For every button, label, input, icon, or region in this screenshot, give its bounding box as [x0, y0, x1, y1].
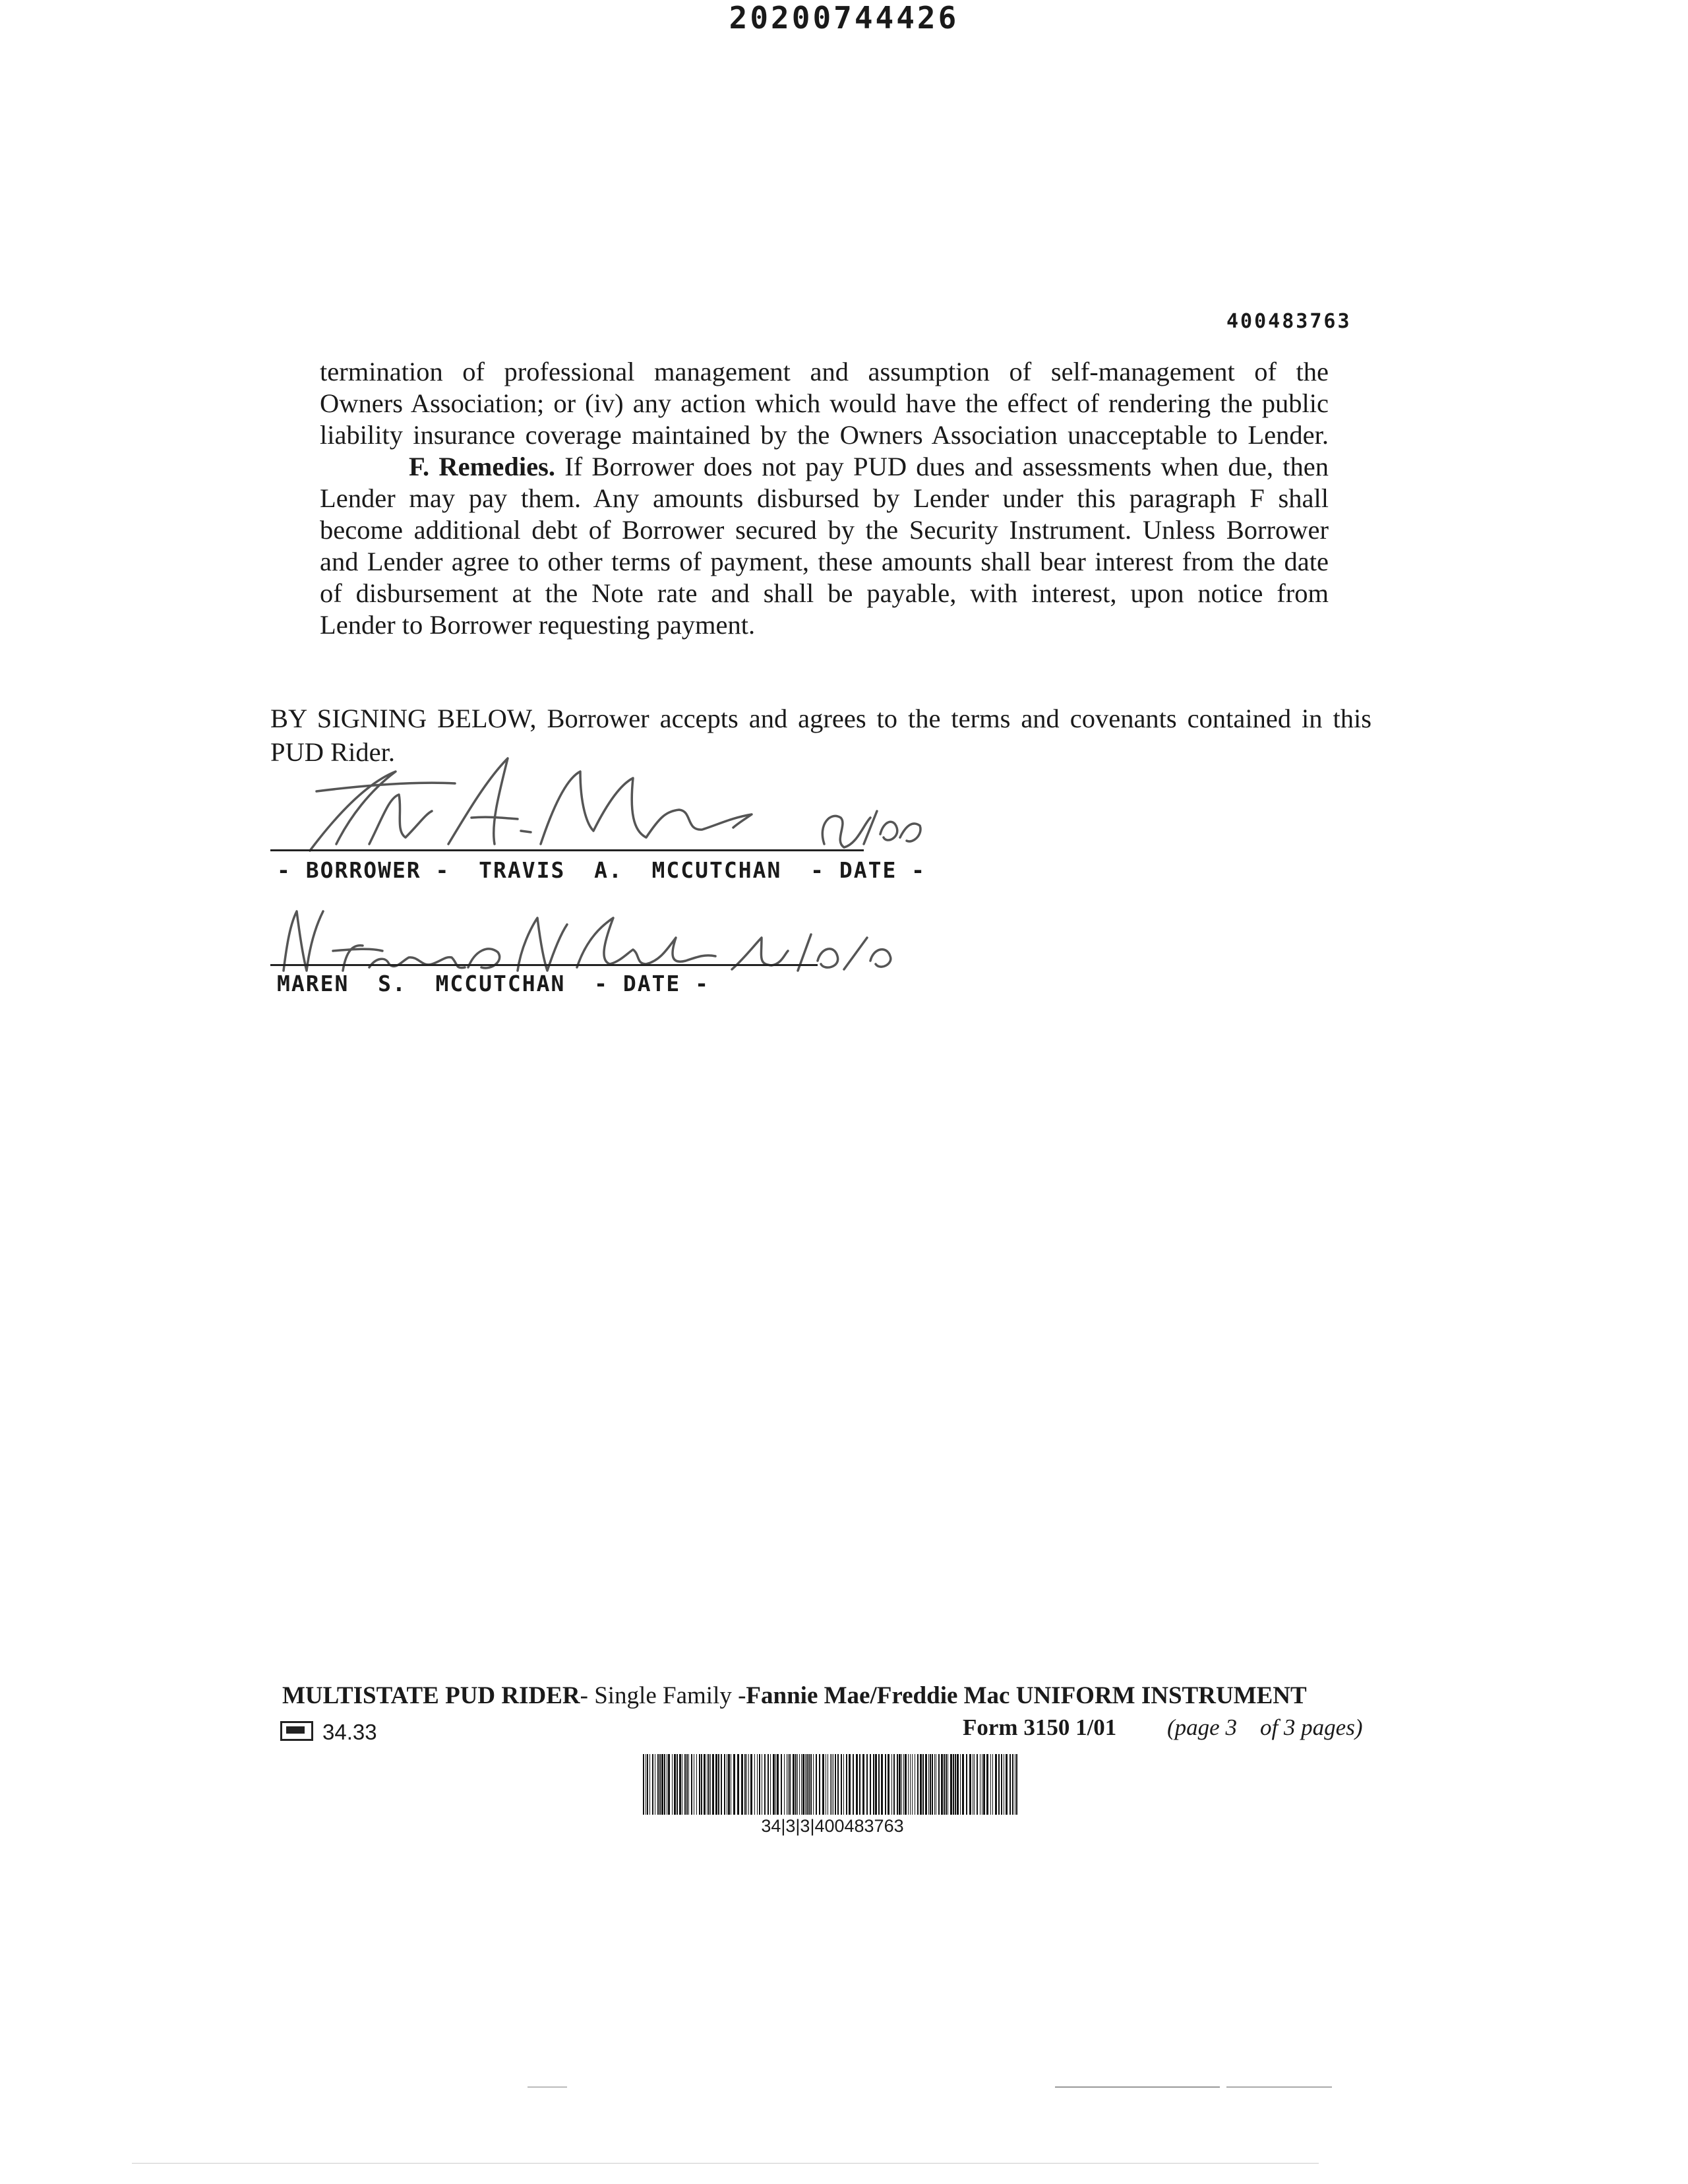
- recording-number: 20200744426: [729, 0, 959, 36]
- barcode-bar: [668, 1754, 670, 1815]
- barcode-bar: [777, 1754, 779, 1815]
- barcode-bar: [862, 1754, 864, 1815]
- barcode-bar: [708, 1754, 709, 1815]
- barcode-bar: [992, 1754, 993, 1815]
- barcode-bar: [870, 1754, 871, 1815]
- barcode-bar: [990, 1754, 991, 1815]
- barcode-bar: [806, 1754, 808, 1815]
- barcode-bar: [759, 1754, 760, 1815]
- barcode-bar: [746, 1754, 747, 1815]
- barcode-bar: [920, 1754, 922, 1815]
- barcode-bar: [793, 1754, 795, 1815]
- barcode-bar: [822, 1754, 824, 1815]
- barcode-bar: [672, 1754, 673, 1815]
- barcode-bar: [789, 1754, 791, 1815]
- barcode-bar: [966, 1754, 967, 1815]
- barcode-bar: [799, 1754, 800, 1815]
- barcode-bar: [754, 1754, 755, 1815]
- barcode-bar: [922, 1754, 924, 1815]
- acceptance-line-1: BY SIGNING BELOW, Borrower accepts and agrees to the terms and covenants contained in this: [270, 704, 1372, 733]
- barcode-bar: [983, 1754, 985, 1815]
- barcode-bar: [741, 1754, 743, 1815]
- barcode-bar: [891, 1754, 892, 1815]
- barcode-bar: [773, 1754, 775, 1815]
- barcode-bar: [893, 1754, 895, 1815]
- barcode-bar: [873, 1754, 874, 1815]
- borrower-signature-label: - BORROWER - TRAVIS A. MCCUTCHAN - DATE -: [277, 857, 926, 883]
- scan-artifact: [1055, 2086, 1220, 2088]
- barcode-bar: [802, 1754, 804, 1815]
- remedies-last-line: Lender to Borrower requesting payment.: [320, 610, 756, 640]
- barcode-bar: [686, 1754, 688, 1815]
- loan-number: 400483763: [1226, 310, 1352, 333]
- remedies-first-text: If Borrower does not pay PUD dues and assessments when due, then: [564, 452, 1329, 481]
- barcode-bar: [768, 1754, 769, 1815]
- body-line-3: liability insurance coverage maintained by the Owners Association unacceptable to Lender.: [320, 420, 1329, 450]
- remedies-line-4: of disbursement at the Note rate and shall be payable, with interest, upon notice from: [320, 578, 1329, 608]
- barcode-bar: [950, 1754, 952, 1815]
- barcode-bar: [835, 1754, 836, 1815]
- remedies-first-line: [409, 451, 1329, 483]
- barcode-bar: [712, 1754, 714, 1815]
- barcode-bar: [795, 1754, 797, 1815]
- barcode-bar: [657, 1754, 659, 1815]
- remedies-line-1: Lender may pay them. Any amounts disbursed by Lender under this paragraph F shall: [320, 483, 1329, 513]
- barcode-bar: [701, 1754, 702, 1815]
- barcode-bar: [643, 1754, 644, 1815]
- barcode-bar: [704, 1754, 706, 1815]
- barcode-bar: [816, 1754, 817, 1815]
- barcode-bar: [888, 1754, 889, 1815]
- barcode-bar: [679, 1754, 681, 1815]
- barcode-bar: [944, 1754, 945, 1815]
- remedies-line-3: and Lender agree to other terms of payment, these amounts shall bear interest from the date: [320, 547, 1329, 576]
- borrower-signature-line: [270, 849, 864, 851]
- barcode-bar: [691, 1754, 692, 1815]
- barcode-bar: [710, 1754, 711, 1815]
- form-code-value: 34.33: [322, 1720, 377, 1744]
- barcode-bar: [899, 1754, 901, 1815]
- barcode-bar: [953, 1754, 954, 1815]
- barcode-icon: [643, 1754, 1022, 1815]
- barcode-bar: [770, 1754, 771, 1815]
- scan-artifact: [1226, 2086, 1332, 2088]
- barcode-bar: [946, 1754, 947, 1815]
- barcode-bar: [830, 1754, 831, 1815]
- barcode-bar: [941, 1754, 943, 1815]
- barcode-bar: [998, 1754, 1000, 1815]
- barcode-bar: [910, 1754, 911, 1815]
- barcode-text: 34|3|3|400483763: [761, 1816, 904, 1836]
- barcode-bar: [652, 1754, 653, 1815]
- barcode-bar: [960, 1754, 961, 1815]
- barcode-bar: [878, 1754, 880, 1815]
- barcode-bar: [784, 1754, 785, 1815]
- barcode-bar: [649, 1754, 650, 1815]
- barcode-bar: [659, 1754, 661, 1815]
- barcode-bar: [1016, 1754, 1017, 1815]
- coborrower-signature-label: MAREN S. MCCUTCHAN - DATE -: [277, 971, 710, 996]
- form-title-part3: Fannie Mae/Freddie Mac UNIFORM INSTRUMENT: [746, 1682, 1307, 1709]
- barcode-bar: [674, 1754, 676, 1815]
- barcode-bar: [841, 1754, 842, 1815]
- barcode-bar: [995, 1754, 997, 1815]
- form-title-part1: MULTISTATE PUD RIDER: [282, 1682, 580, 1709]
- barcode-bar: [962, 1754, 964, 1815]
- barcode-bar: [925, 1754, 927, 1815]
- barcode-bar: [677, 1754, 678, 1815]
- scan-artifact: [132, 2163, 1319, 2164]
- barcode-bar: [775, 1754, 776, 1815]
- form-number: Form 3150 1/01: [963, 1714, 1117, 1740]
- barcode-bar: [724, 1754, 725, 1815]
- barcode-bar: [1012, 1754, 1013, 1815]
- barcode-bar: [859, 1754, 860, 1815]
- barcode-bar: [917, 1754, 919, 1815]
- barcode-bar: [856, 1754, 858, 1815]
- barcode-bar: [977, 1754, 978, 1815]
- form-title-part2: - Single Family -: [580, 1682, 746, 1709]
- barcode-bar: [908, 1754, 909, 1815]
- barcode-bar: [748, 1754, 749, 1815]
- barcode-bar: [905, 1754, 907, 1815]
- barcode-bar: [805, 1754, 806, 1815]
- barcode-bar: [986, 1754, 988, 1815]
- barcode-bar: [912, 1754, 913, 1815]
- barcode-bar: [797, 1754, 798, 1815]
- body-line-1: termination of professional management and assumption of self-management of the: [320, 357, 1329, 386]
- barcode-bar: [957, 1754, 959, 1815]
- barcode-bar: [1010, 1754, 1011, 1815]
- barcode-bar: [664, 1754, 665, 1815]
- barcode-bar: [831, 1754, 832, 1815]
- scan-artifact: [528, 2086, 567, 2088]
- barcode-bar: [819, 1754, 820, 1815]
- barcode-bar: [853, 1754, 854, 1815]
- barcode-bar: [974, 1754, 975, 1815]
- barcode-bar: [808, 1754, 810, 1815]
- barcode-bar: [737, 1754, 739, 1815]
- barcode-bar: [764, 1754, 766, 1815]
- barcode-bar: [699, 1754, 700, 1815]
- barcode-bar: [801, 1754, 802, 1815]
- barcode-bar: [647, 1754, 648, 1815]
- coborrower-signature-line: [270, 964, 818, 966]
- form-title: [282, 1682, 1307, 1710]
- barcode-bar: [881, 1754, 883, 1815]
- barcode-bar: [837, 1754, 839, 1815]
- barcode-bar: [688, 1754, 689, 1815]
- borrower-signature-icon: [290, 745, 936, 861]
- barcode-bar: [875, 1754, 877, 1815]
- barcode-bar: [707, 1754, 708, 1815]
- barcode-bar: [721, 1754, 722, 1815]
- barcode-bar: [955, 1754, 956, 1815]
- barcode-bar: [1001, 1754, 1002, 1815]
- barcode-bar: [684, 1754, 686, 1815]
- barcode-bar: [781, 1754, 782, 1815]
- ellie-mae-logo-icon: [280, 1721, 313, 1741]
- barcode-bar: [938, 1754, 940, 1815]
- barcode-bar: [1006, 1754, 1008, 1815]
- barcode-bar: [813, 1754, 814, 1815]
- barcode-bar: [733, 1754, 735, 1815]
- barcode-bar: [969, 1754, 971, 1815]
- barcode-bar: [928, 1754, 929, 1815]
- barcode-bar: [744, 1754, 746, 1815]
- remedies-heading: F. Remedies.: [409, 452, 555, 481]
- barcode-bar: [930, 1754, 931, 1815]
- barcode-bar: [934, 1754, 935, 1815]
- barcode-bar: [788, 1754, 789, 1815]
- acceptance-line-2: PUD Rider.: [270, 737, 396, 767]
- barcode-bar: [696, 1754, 697, 1815]
- barcode-bar: [866, 1754, 868, 1815]
- barcode-bar: [757, 1754, 758, 1815]
- barcode-bar: [715, 1754, 717, 1815]
- barcode-bar: [846, 1754, 847, 1815]
- barcode-bar: [849, 1754, 851, 1815]
- barcode-bar: [810, 1754, 812, 1815]
- barcode-bar: [843, 1754, 844, 1815]
- barcode-bar: [885, 1754, 886, 1815]
- barcode-bar: [728, 1754, 730, 1815]
- body-line-2: Owners Association; or (iv) any action which would have the effect of rendering the public: [320, 388, 1329, 418]
- page-info: (page 3 of 3 pages): [1167, 1714, 1363, 1740]
- barcode-bar: [903, 1754, 904, 1815]
- barcode-bar: [901, 1754, 902, 1815]
- remedies-line-2: become additional debt of Borrower secured by the Security Instrument. Unless Borrower: [320, 515, 1329, 545]
- barcode-bar: [897, 1754, 898, 1815]
- barcode-bar: [932, 1754, 933, 1815]
- barcode-bar: [750, 1754, 752, 1815]
- barcode-bar: [718, 1754, 719, 1815]
- form-code: [280, 1720, 377, 1745]
- barcode-bar: [661, 1754, 663, 1815]
